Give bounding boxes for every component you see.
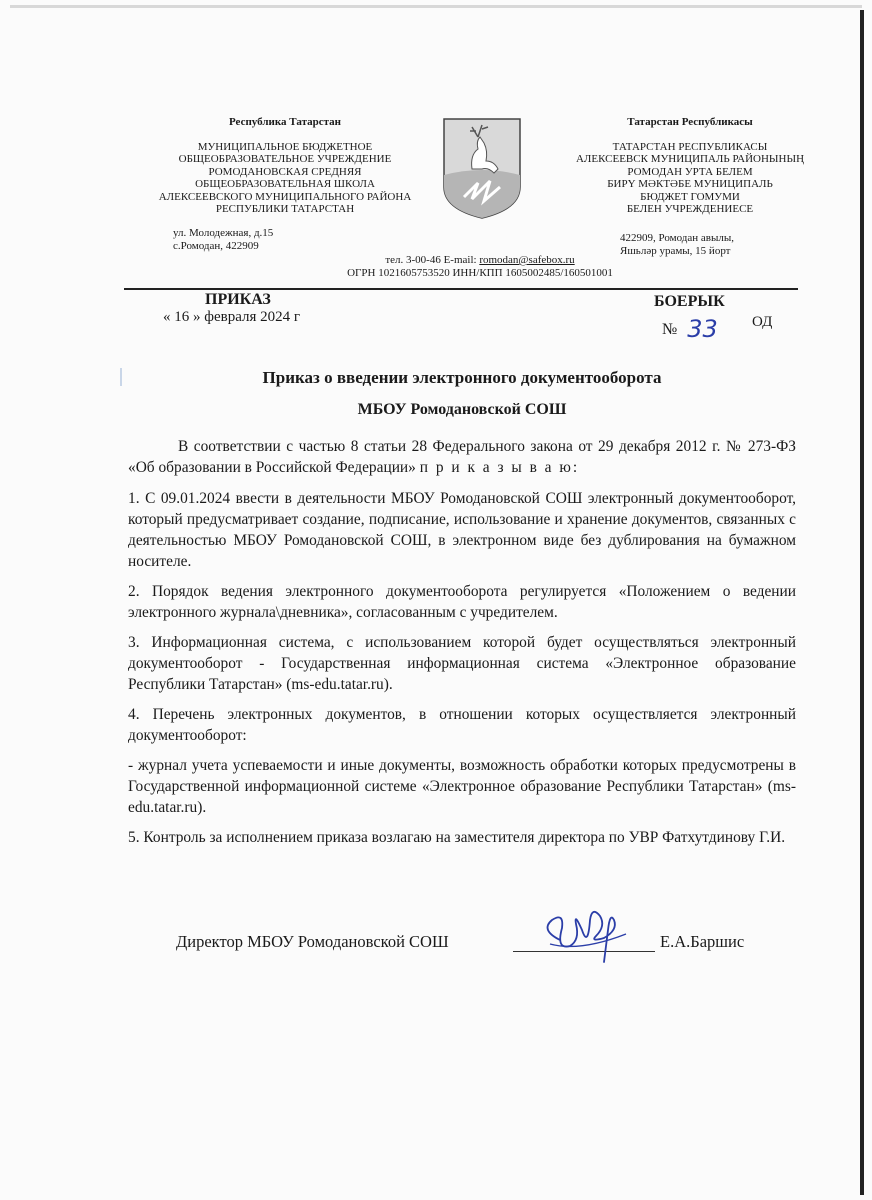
header-left: [140, 116, 430, 216]
paragraph: 2. Порядок ведения электронного документооборота регулируется «Положением о ведении электронного журнала\дневника», согласованным с учредителем.: [128, 583, 796, 621]
header-left-line: ОБЩЕОБРАЗОВАТЕЛЬНАЯ ШКОЛА: [195, 178, 375, 190]
paragraph: 4. Перечень электронных документов, в отношении которых осуществляется электронный документооборот:: [128, 706, 796, 744]
document-title: Приказ о введении электронного документооборота: [262, 368, 662, 387]
top-edge-line: [10, 5, 862, 8]
header-left-line: РОМОДАНОВСКАЯ СРЕДНЯЯ: [208, 165, 362, 178]
number-sign: №: [662, 321, 678, 338]
header-right-line: РОМОДАН УРТА БЕЛЕМ: [627, 165, 753, 178]
order-word: п р и к а з ы в а ю:: [419, 459, 580, 476]
header-divider: [124, 288, 798, 290]
coat-of-arms-emblem: [442, 117, 522, 220]
order-number-value: 33: [687, 315, 718, 343]
order-label-ru: ПРИКАЗ: [205, 291, 271, 308]
document-subtitle: МБОУ Ромодановской СОШ: [357, 401, 567, 418]
header-left-line: МУНИЦИПАЛЬНОЕ БЮДЖЕТНОЕ: [197, 140, 373, 153]
right-edge-line: [860, 10, 864, 1195]
paragraph: 3. Информационная система, с использованием которой будет осуществляться электронный документооборот - Государственная информационная система «Электронное образование Республики Татарстан» (ms-edu.tatar.ru).: [128, 634, 796, 693]
header-right-line: АЛЕКСЕЕВСК МУНИЦИПАЛЬ РАЙОНЫНЫҢ: [575, 153, 805, 165]
header-right-title: Татарстан Республикасы: [627, 116, 753, 128]
paragraph: 1. С 09.01.2024 ввести в деятельности МБОУ Ромодановской СОШ электронный документооборот, который предусматривает создание, подписание, использование и хранение документов, связанных с деятельностью МБОУ Ромодановской СОШ, в электронном виде без дублирования на бумажном носителе.: [128, 490, 796, 570]
header-right-line: БЮДЖЕТ ГОМУМИ: [640, 190, 740, 203]
order-label-tt: БОЕРЫК: [654, 293, 725, 310]
signatory-position: Директор МБОУ Ромодановской СОШ: [176, 932, 449, 951]
address-line: Яшьләр урамы, 15 йорт: [620, 245, 731, 257]
contact-line: [280, 254, 680, 267]
paragraph: 5. Контроль за исполнением приказа возлагаю на заместителя директора по УВР Фатхутдинову Г.И.: [128, 829, 786, 846]
header-right-line: БЕЛЕН УЧРЕЖДЕНИЕСЕ: [626, 203, 754, 215]
paragraph: - журнал учета успеваемости и иные документы, возможность обработки которых предусмотрены в Государственной информационной системе «Электронное образование Республики Татарстан» (ms-edu.tatar.ru).: [128, 757, 796, 816]
address-line: ул. Молодежная, д.15: [173, 227, 274, 239]
address-line: с.Ромодан, 422909: [173, 240, 259, 252]
email-link[interactable]: romodan@safebox.ru: [479, 254, 575, 266]
order-date: « 16 » февраля 2024 г: [163, 309, 301, 325]
address-line: 422909, Ромодан авылы,: [620, 232, 734, 244]
header-left-line: ОБЩЕОБРАЗОВАТЕЛЬНОЕ УЧРЕЖДЕНИЕ: [178, 153, 392, 165]
header-right: [545, 116, 835, 216]
header-left-line: АЛЕКСЕЕВСКОГО МУНИЦИПАЛЬНОГО РАЙОНА: [158, 190, 412, 203]
handwritten-signature: [530, 900, 640, 970]
header-right-line: БИРҮ МӘКТӘБЕ МУНИЦИПАЛЬ: [607, 178, 773, 190]
preamble: [128, 436, 796, 478]
ogrn-text: ОГРН 1021605753520 ИНН/КПП 1605002485/160501001: [347, 267, 613, 279]
document-body: [128, 436, 796, 857]
signatory-name: Е.А.Баршис: [660, 932, 745, 951]
order-suffix: ОД: [752, 314, 773, 330]
header-left-address: [173, 227, 273, 253]
header-left-title: Республика Татарстан: [228, 116, 341, 128]
header-right-line: ТАТАРСТАН РЕСПУБЛИКАСЫ: [612, 140, 768, 153]
scan-mark: [120, 368, 122, 386]
contacts: [280, 254, 680, 280]
order-number: [662, 312, 718, 343]
phone-text: тел. 3-00-46 E-mail:: [385, 254, 480, 266]
preamble-text: В соответствии с частью 8 статьи 28 Федерального закона от 29 декабря 2012 г. № 273-ФЗ «Об образовании в Российской Федерации»: [128, 438, 796, 476]
header-left-line: РЕСПУБЛИКИ ТАТАРСТАН: [215, 203, 355, 215]
